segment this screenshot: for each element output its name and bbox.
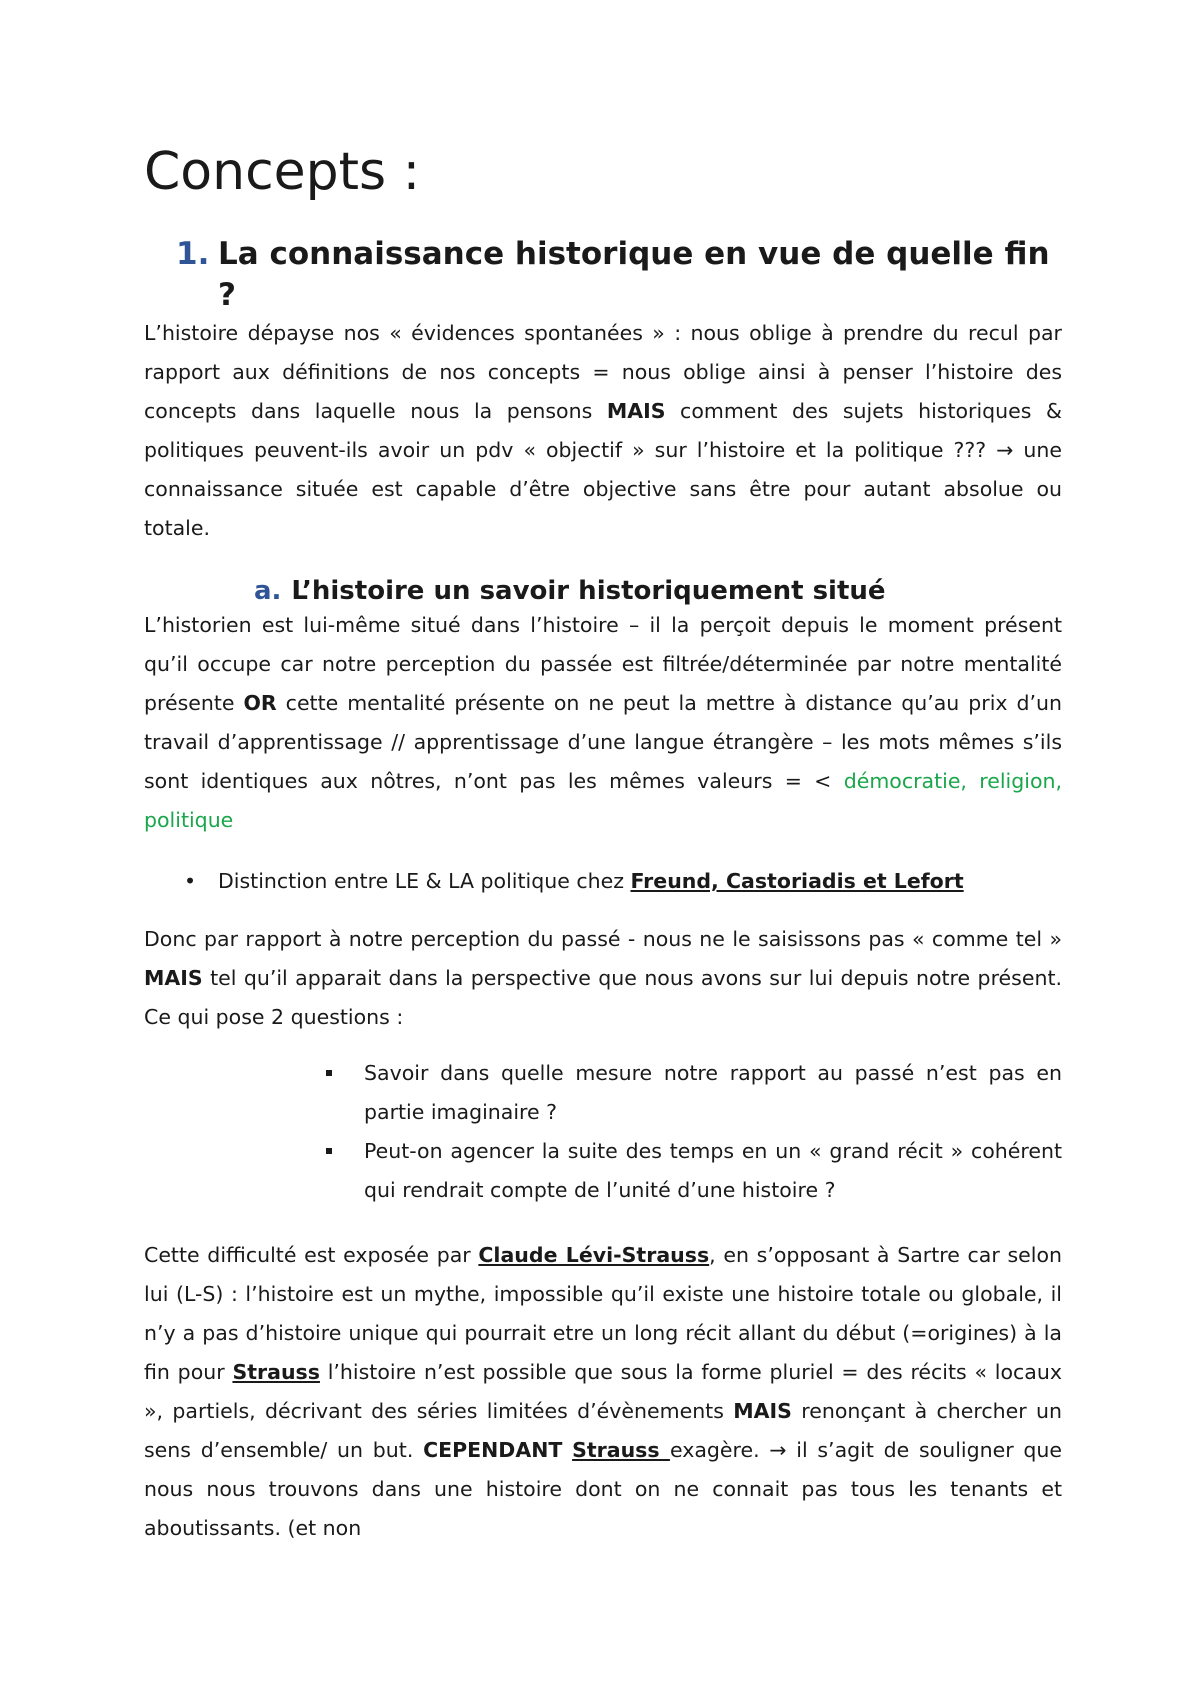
page-title: Concepts : — [144, 142, 421, 202]
bullet-text — [218, 862, 1062, 901]
bold-run: CEPENDANT — [423, 1438, 563, 1462]
paragraph-levi-strauss — [144, 1236, 1062, 1548]
subsection-letter: a. — [254, 576, 282, 606]
subsection-heading-text: L’histoire un savoir historiquement situé — [291, 576, 886, 606]
underlined-authors: Freund, Castoriadis et Lefort — [630, 869, 964, 893]
list-item — [326, 1054, 1062, 1132]
text-run: renonçant à chercher un sens d’ensemble/ un but. — [144, 1399, 1062, 1462]
square-bullet-icon — [326, 1070, 332, 1076]
text-run — [562, 1438, 572, 1462]
questions-list — [326, 1054, 1062, 1210]
section-heading-1 — [176, 234, 1076, 316]
text-run: Distinction entre LE & LA politique chez — [218, 869, 631, 893]
underlined-name: Claude Lévi-Strauss — [478, 1243, 710, 1267]
square-bullet-icon — [326, 1148, 332, 1154]
paragraph-perception — [144, 920, 1062, 1037]
text-run: Cette difficulté est exposée par — [144, 1243, 479, 1267]
bullet-item — [144, 862, 1062, 901]
bold-run: OR — [243, 691, 277, 715]
underlined-name: Strauss — [232, 1360, 320, 1384]
bullet-dot-icon: • — [184, 869, 197, 893]
highlighted-terms: démocratie, religion, politique — [144, 769, 1062, 832]
text-run: L’histoire dépayse nos « évidences spontanées » : nous oblige à prendre du recul par rapport aux définitions de nos concepts = nous oblige ainsi à penser l’histoire des concepts dans laquelle nous la pensons — [144, 321, 1062, 423]
text-run: comment des sujets historiques & politiques peuvent-ils avoir un pdv « objectif » sur l’histoire et la politique ??? → une connaissance située est capable d’être objective sans être pour autant absolue ou totale. — [144, 399, 1063, 540]
text-run: cette mentalité présente on ne peut la mettre à distance qu’au prix d’un travail d’apprentissage // apprentissage d’une langue étrangère – les mots mêmes s’ils sont identiques aux nôtres, n’ont pas les mêmes valeurs = < — [144, 691, 1062, 793]
section-heading-text: La connaissance historique en vue de quelle fin ? — [218, 236, 1050, 313]
paragraph-historian — [144, 606, 1062, 840]
bold-run: MAIS — [606, 399, 666, 423]
text-run: , en s’opposant à Sartre car selon lui (L-S) : l’histoire est un mythe, impossible qu’il existe une histoire totale ou globale, il n’y a pas d’histoire unique qui pourrait etre un long récit allant du début (=origines) à la fin pour — [144, 1243, 1062, 1384]
question-text: Peut-on agencer la suite des temps en un « grand récit » cohérent qui rendrait compte de l’unité d’une histoire ? — [364, 1139, 1062, 1202]
bold-run: MAIS — [733, 1399, 792, 1423]
paragraph-intro — [144, 314, 1062, 548]
question-text: Savoir dans quelle mesure notre rapport au passé n’est pas en partie imaginaire ? — [364, 1061, 1062, 1124]
text-run: l’histoire n’est possible que sous la forme pluriel = des récits « locaux », partiels, décrivant des séries limitées d’évènements — [144, 1360, 1062, 1423]
text-run: L’historien est lui-même situé dans l’histoire – il la perçoit depuis le moment présent qu’il occupe car notre perception du passée est filtrée/déterminée par notre mentalité présente — [144, 613, 1062, 715]
bold-run: MAIS — [144, 966, 203, 990]
text-run: exagère. → il s’agit de souligner que nous nous trouvons dans une histoire dont on ne connait pas tous les tenants et aboutissants. (et non — [144, 1438, 1062, 1540]
text-run: Donc par rapport à notre perception du passé - nous ne le saisissons pas « comme tel » — [144, 927, 1062, 951]
subsection-heading-a — [254, 574, 886, 608]
underlined-name: Strauss — [572, 1438, 670, 1462]
list-item — [326, 1132, 1062, 1210]
section-number: 1. — [176, 236, 210, 272]
text-run: tel qu’il apparait dans la perspective que nous avons sur lui depuis notre présent. Ce qui pose 2 questions : — [144, 966, 1062, 1029]
